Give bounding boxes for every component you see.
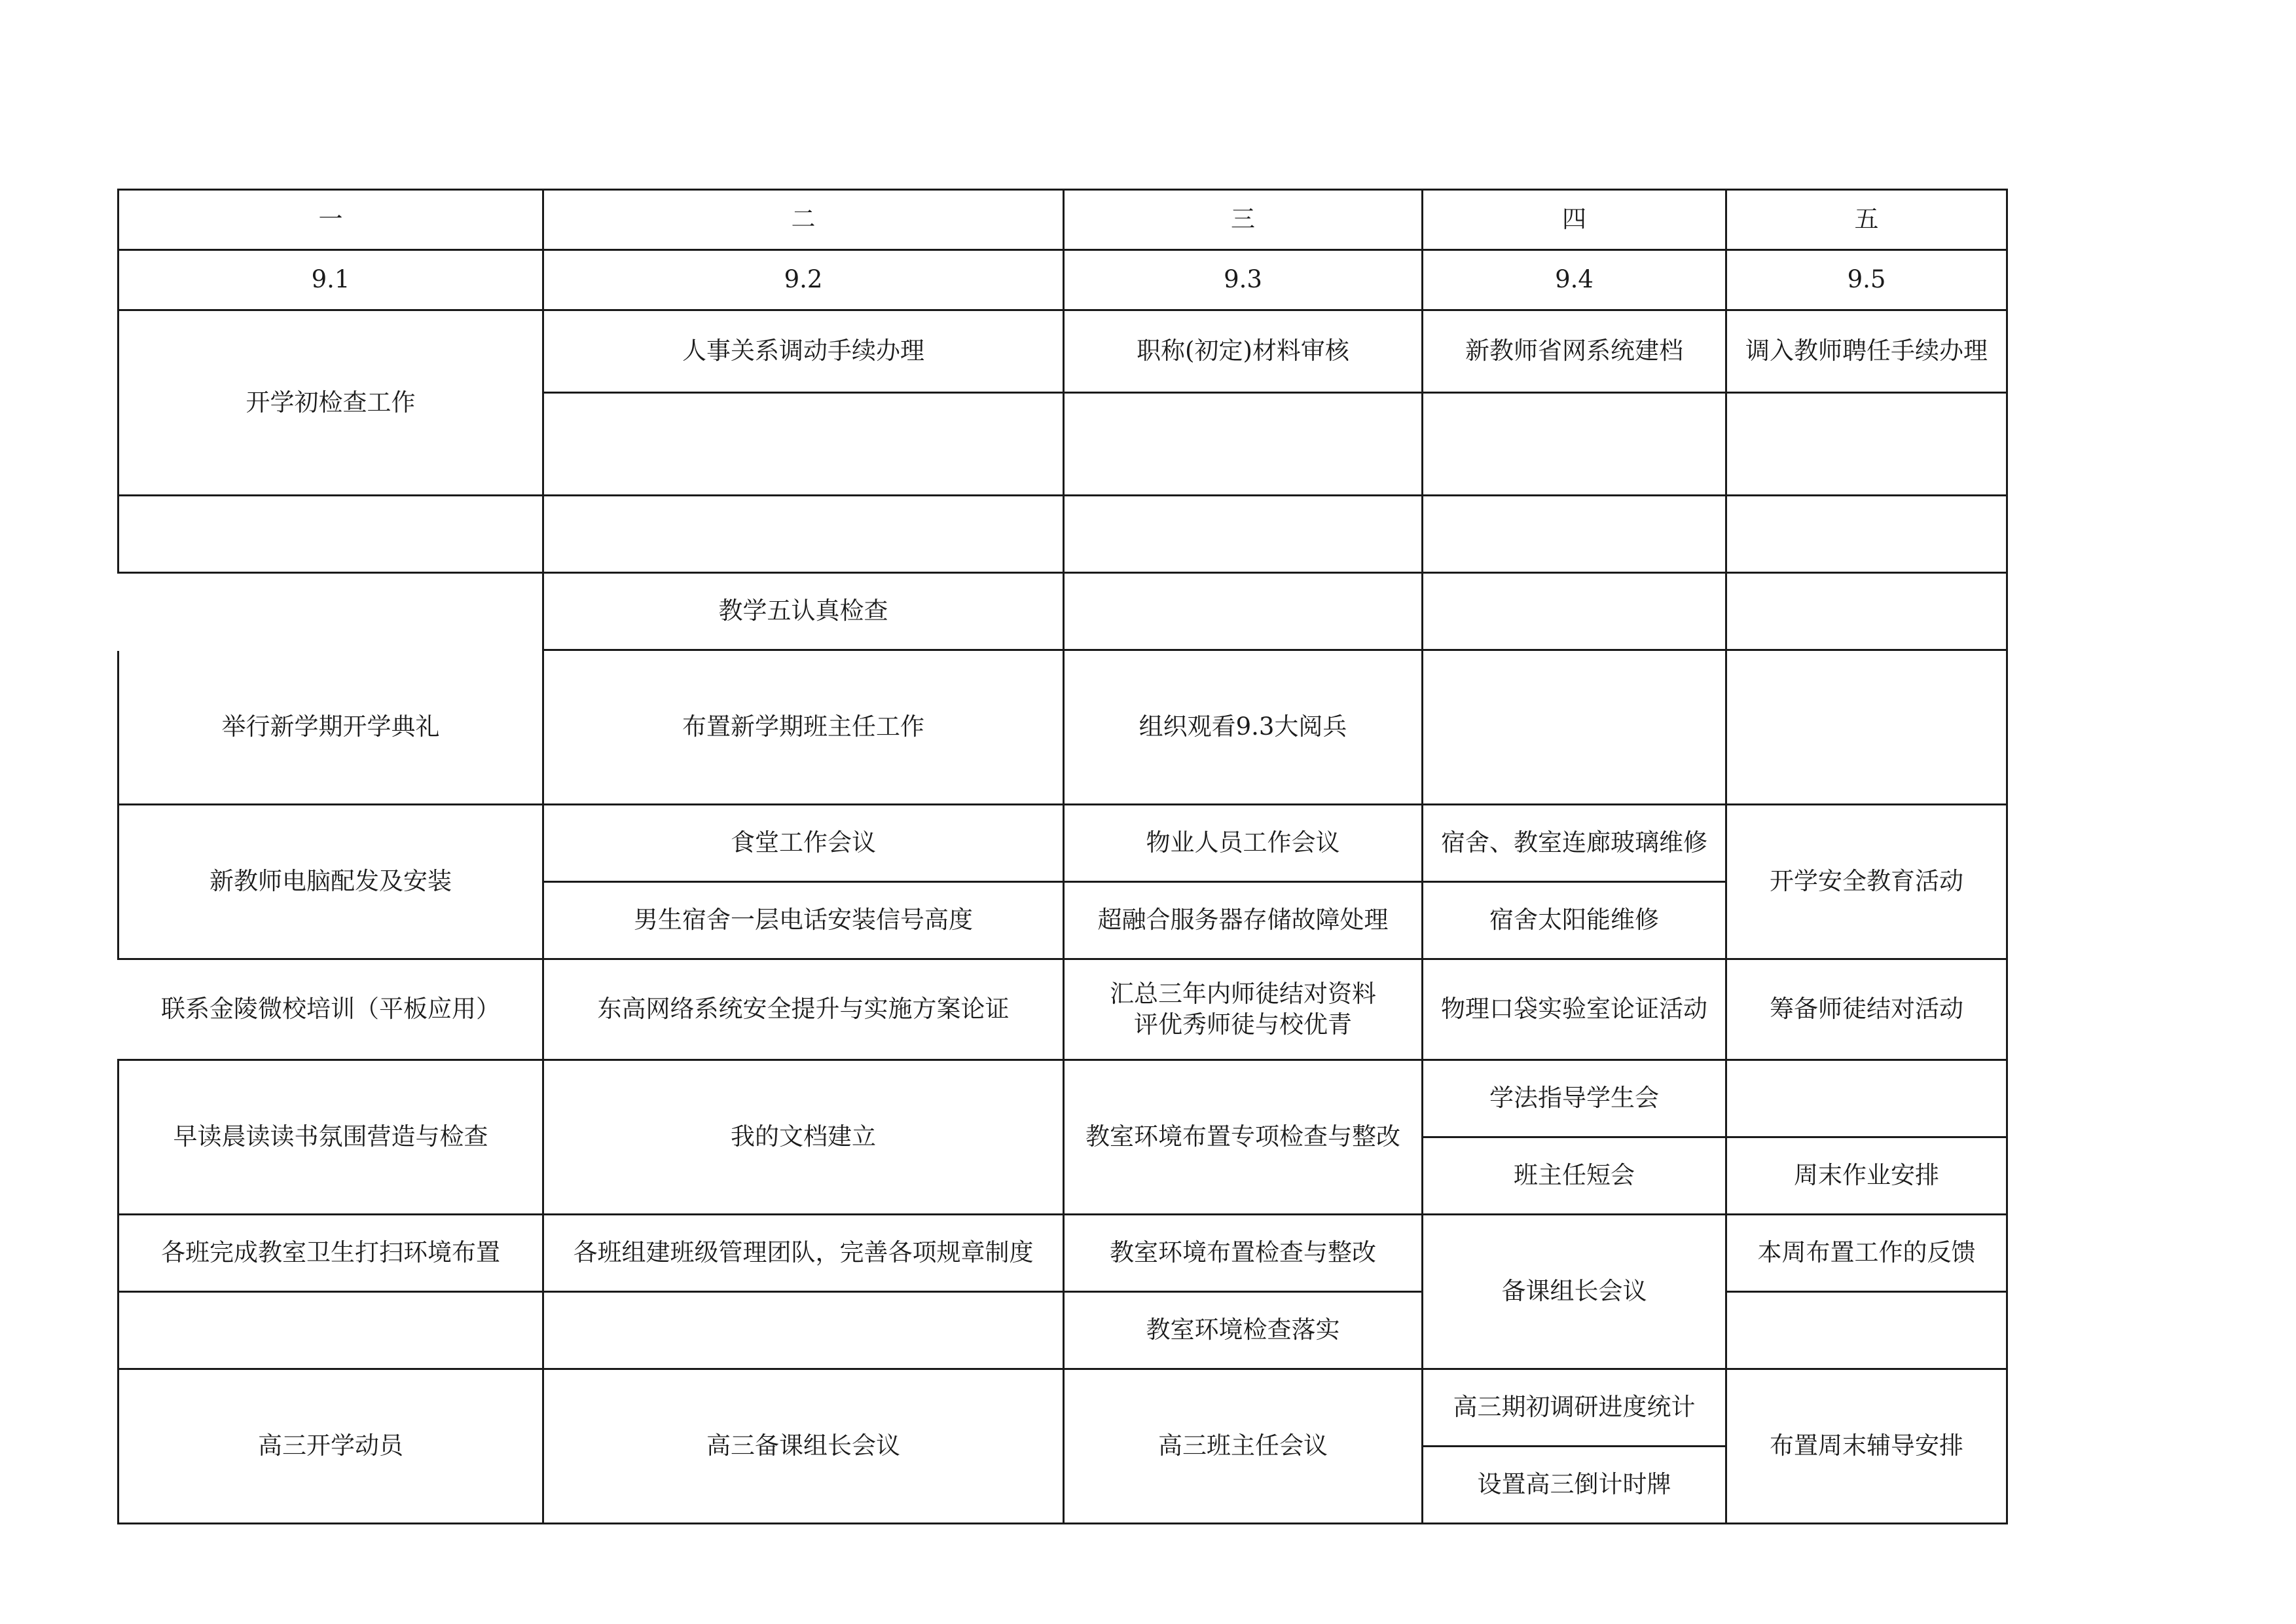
schedule-cell: 班主任短会: [1423, 1137, 1726, 1215]
empty-cell: [1423, 573, 1726, 650]
schedule-row: [118, 959, 2007, 1060]
schedule-row: [118, 1060, 2007, 1137]
weekday-header-row: [118, 190, 2007, 250]
empty-cell: [1726, 1060, 2007, 1137]
date-header-row: [118, 250, 2007, 310]
empty-cell: [543, 1292, 1064, 1369]
schedule-cell: 高三备课组长会议: [543, 1369, 1064, 1524]
schedule-cell: 我的文档建立: [543, 1060, 1064, 1215]
empty-cell: [1064, 573, 1423, 650]
empty-cell: [118, 1292, 543, 1369]
schedule-cell: 筹备师徒结对活动: [1726, 959, 2007, 1060]
schedule-cell: 宿舍、教室连廊玻璃维修: [1423, 805, 1726, 882]
schedule-cell: 高三期初调研进度统计: [1423, 1369, 1726, 1447]
date-cell: 9.4: [1423, 250, 1726, 310]
empty-cell: [1064, 496, 1423, 573]
schedule-cell: 教学五认真检查: [543, 573, 1064, 650]
empty-cell: [1423, 650, 1726, 805]
schedule-cell: 周末作业安排: [1726, 1137, 2007, 1215]
schedule-row: [118, 1215, 2007, 1292]
empty-cell: [1423, 496, 1726, 573]
schedule-cell: 超融合服务器存储故障处理: [1064, 882, 1423, 959]
schedule-cell: 新教师电脑配发及安装: [118, 805, 543, 959]
weekday-cell: 五: [1726, 190, 2007, 250]
weekly-schedule-table: [117, 189, 2008, 1524]
empty-cell: [118, 496, 543, 573]
schedule-row: [118, 573, 2007, 650]
schedule-row: [118, 310, 2007, 393]
schedule-cell: 联系金陵微校培训（平板应用）: [118, 959, 543, 1060]
schedule-cell: 本周布置工作的反馈: [1726, 1215, 2007, 1292]
empty-cell: [1423, 393, 1726, 496]
weekday-cell: 一: [118, 190, 543, 250]
empty-cell: [543, 496, 1064, 573]
empty-cell: [1726, 393, 2007, 496]
schedule-row: [118, 1369, 2007, 1447]
schedule-row: [118, 805, 2007, 882]
empty-cell: [1726, 573, 2007, 650]
schedule-cell: 调入教师聘任手续办理: [1726, 310, 2007, 393]
schedule-cell: [1064, 959, 1423, 1060]
empty-cell: [1064, 393, 1423, 496]
date-cell: 9.3: [1064, 250, 1423, 310]
empty-cell: [1726, 650, 2007, 805]
schedule-cell: 开学初检查工作: [118, 310, 543, 496]
schedule-cell: 高三班主任会议: [1064, 1369, 1423, 1524]
schedule-cell: 教室环境检查落实: [1064, 1292, 1423, 1369]
empty-cell: [543, 393, 1064, 496]
schedule-cell-line: 评优秀师徒与校优青: [1134, 1010, 1352, 1039]
schedule-cell: 食堂工作会议: [543, 805, 1064, 882]
schedule-cell: 物业人员工作会议: [1064, 805, 1423, 882]
schedule-cell: 组织观看9.3大阅兵: [1064, 650, 1423, 805]
schedule-cell: 高三开学动员: [118, 1369, 543, 1524]
schedule-cell: 设置高三倒计时牌: [1423, 1447, 1726, 1524]
weekday-cell: 四: [1423, 190, 1726, 250]
date-cell: 9.5: [1726, 250, 2007, 310]
schedule-cell: 各班完成教室卫生打扫环境布置: [118, 1215, 543, 1292]
weekday-cell: 三: [1064, 190, 1423, 250]
empty-cell: [118, 573, 543, 650]
schedule-cell: 开学安全教育活动: [1726, 805, 2007, 959]
empty-cell: [1726, 1292, 2007, 1369]
weekday-cell: 二: [543, 190, 1064, 250]
schedule-cell: 教室环境布置专项检查与整改: [1064, 1060, 1423, 1215]
schedule-row: [118, 496, 2007, 573]
schedule-cell: 新教师省网系统建档: [1423, 310, 1726, 393]
schedule-cell: 早读晨读读书氛围营造与检查: [118, 1060, 543, 1215]
schedule-cell: 布置周末辅导安排: [1726, 1369, 2007, 1524]
date-cell: 9.1: [118, 250, 543, 310]
empty-cell: [1726, 496, 2007, 573]
schedule-cell: 职称(初定)材料审核: [1064, 310, 1423, 393]
schedule-cell: 男生宿舍一层电话安装信号高度: [543, 882, 1064, 959]
schedule-cell: 举行新学期开学典礼: [118, 650, 543, 805]
schedule-cell: 各班组建班级管理团队，完善各项规章制度: [543, 1215, 1064, 1292]
schedule-cell-line: 汇总三年内师徒结对资料: [1110, 980, 1376, 1008]
schedule-cell: 物理口袋实验室论证活动: [1423, 959, 1726, 1060]
date-cell: 9.2: [543, 250, 1064, 310]
schedule-cell: 宿舍太阳能维修: [1423, 882, 1726, 959]
schedule-row: [118, 650, 2007, 805]
schedule-cell: 教室环境布置检查与整改: [1064, 1215, 1423, 1292]
schedule-cell: 学法指导学生会: [1423, 1060, 1726, 1137]
schedule-cell: 布置新学期班主任工作: [543, 650, 1064, 805]
schedule-cell: 东高网络系统安全提升与实施方案论证: [543, 959, 1064, 1060]
schedule-cell: 备课组长会议: [1423, 1215, 1726, 1369]
schedule-cell: 人事关系调动手续办理: [543, 310, 1064, 393]
